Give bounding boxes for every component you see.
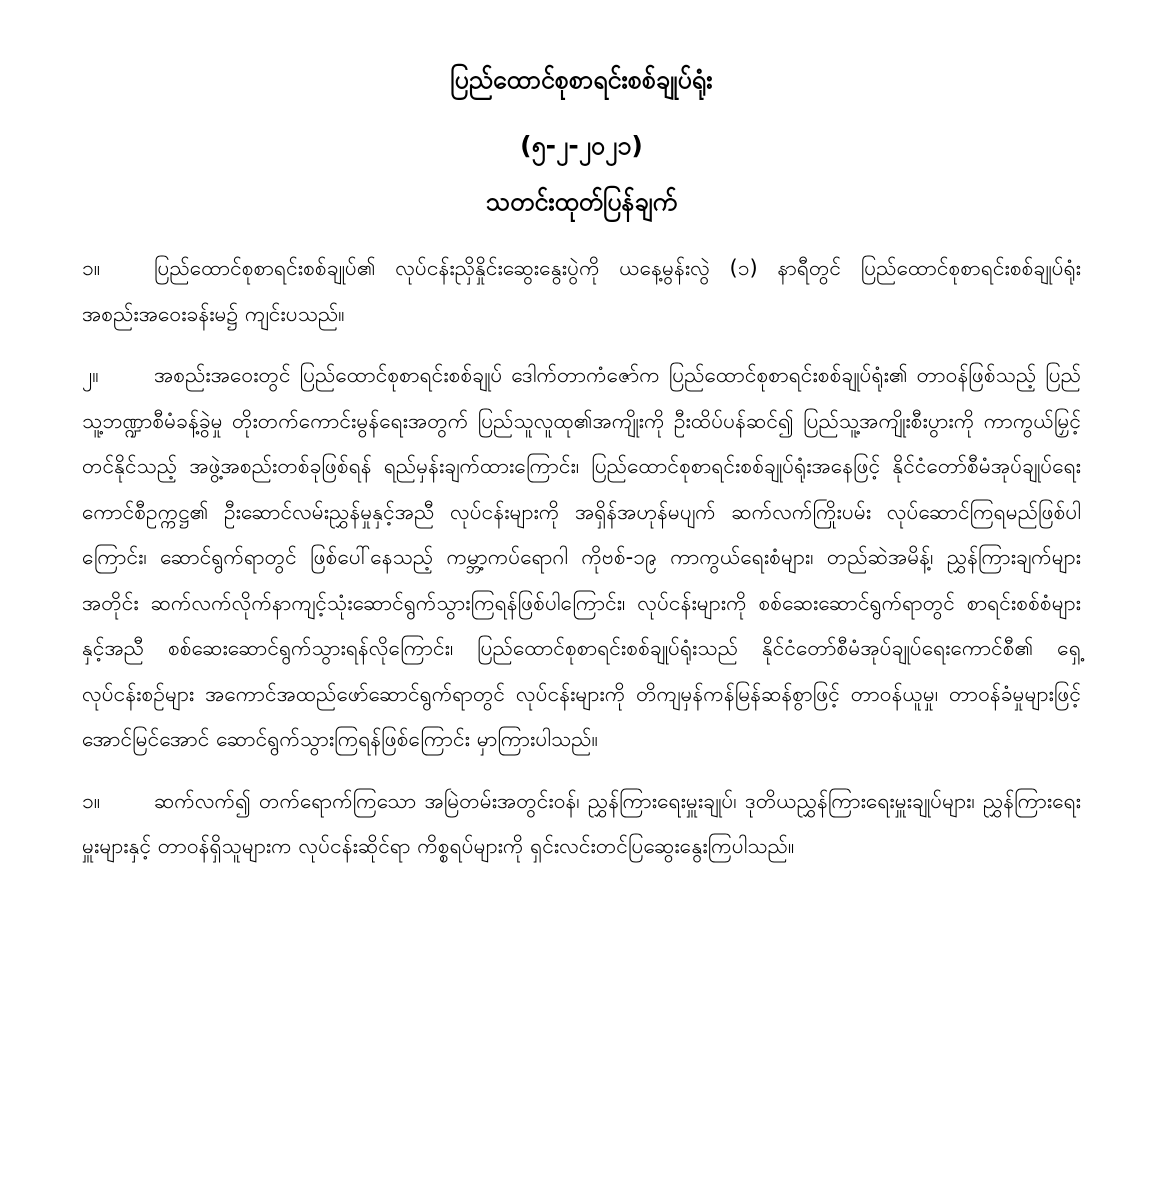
paragraph-number: ၁။ [82,256,101,280]
paragraph-1 [82,246,1081,337]
paragraph-text: အစည်းအဝေးတွင် ပြည်ထောင်စုစာရင်းစစ်ချုပ် ဒေါက်တာကံဇော်က ပြည်ထောင်စုစာရင်းစစ်ချုပ်ရုံး၏ တာဝန်ဖြစ်သည့် ပြည်သူ့ဘဏ္ဍာစီမံခန့်ခွဲမှု တိုးတက်ကောင်းမွန်ရေးအတွက် ပြည်သူလူထု၏အကျိုးကို ဦးထိပ်ပန်ဆင်၍ ပြည်သူ့အကျိုးစီးပွားကို ကာကွယ်မြှင့်တင်နိုင်သည့် အဖွဲ့အစည်းတစ်ခုဖြစ်ရန် ရည်မှန်းချက်ထားကြောင်း၊ ပြည်ထောင်စုစာရင်းစစ်ချုပ်ရုံးအနေဖြင့် နိုင်ငံတော်စီမံအုပ်ချုပ်ရေးကောင်စီဥက္ကဋ္ဌ၏ ဦးဆောင်လမ်းညွှန်မှုနှင့်အညီ လုပ်ငန်းများကို အရှိန်အဟုန်မပျက် ဆက်လက်ကြိုးပမ်း လုပ်ဆောင်ကြရမည်ဖြစ်ပါကြောင်း၊ ဆောင်ရွက်ရာတွင် ဖြစ်ပေါ်နေသည့် ကမ္ဘာ့ကပ်ရောဂါ ကိုဗစ်-၁၉ ကာကွယ်ရေးစံများ၊ တည်ဆဲအမိန့်၊ ညွှန်ကြားချက်များအတိုင်း ဆက်လက်လိုက်နာကျင့်သုံးဆောင်ရွက်သွားကြရန်ဖြစ်ပါကြောင်း၊ လုပ်ငန်းများကို စစ်ဆေးဆောင်ရွက်ရာတွင် စာရင်းစစ်စံများနှင့်အညီ စစ်ဆေးဆောင်ရွက်သွားရန်လိုကြောင်း၊ ပြည်ထောင်စုစာရင်းစစ်ချုပ်ရုံးသည် နိုင်ငံတော်စီမံအုပ်ချုပ်ရေးကောင်စီ၏ ရှေ့လုပ်ငန်းစဉ်များ အကောင်အထည်ဖော်ဆောင်ရွက်ရာတွင် လုပ်ငန်းများကို တိကျမှန်ကန်မြန်ဆန်စွာဖြင့် တာဝန်ယူမှု၊ တာဝန်ခံမှုများဖြင့် အောင်မြင်အောင် ဆောင်ရွက်သွားကြရန်ဖြစ်ကြောင်း မှာကြားပါသည်။ [82,363,1081,751]
paragraph-number: ၂။ [82,363,99,387]
document-subtitle: သတင်းထုတ်ပြန်ချက် [485,187,678,216]
document-date: (၅-၂-၂၀၂၁) [520,131,643,160]
paragraph-2 [82,353,1081,763]
document-title: ပြည်ထောင်စုစာရင်းစစ်ချုပ်ရုံး [450,65,713,94]
paragraph-3 [82,779,1081,870]
paragraph-text: ဆက်လက်၍ တက်ရောက်ကြသော အမြဲတမ်းအတွင်းဝန်၊ ညွှန်ကြားရေးမှူးချုပ်၊ ဒုတိယညွှန်ကြားရေးမှူးချုပ်များ၊ ညွှန်ကြားရေးမှူးများနှင့် တာဝန်ရှိသူများက လုပ်ငန်းဆိုင်ရာ ကိစ္စရပ်များကို ရှင်းလင်းတင်ပြဆွေးနွေးကြပါသည်။ [82,788,1081,858]
paragraph-number: ၁။ [82,788,101,813]
paragraph-text: ပြည်ထောင်စုစာရင်းစစ်ချုပ်၏ လုပ်ငန်းညှိနှိုင်းဆွေးနွေးပွဲကို ယနေ့မွန်းလွဲ (၁) နာရီတွင် ပြည်ထောင်စုစာရင်းစစ်ချုပ်ရုံး အစည်းအဝေးခန်းမ၌ ကျင်းပသည်။ [82,256,1081,326]
